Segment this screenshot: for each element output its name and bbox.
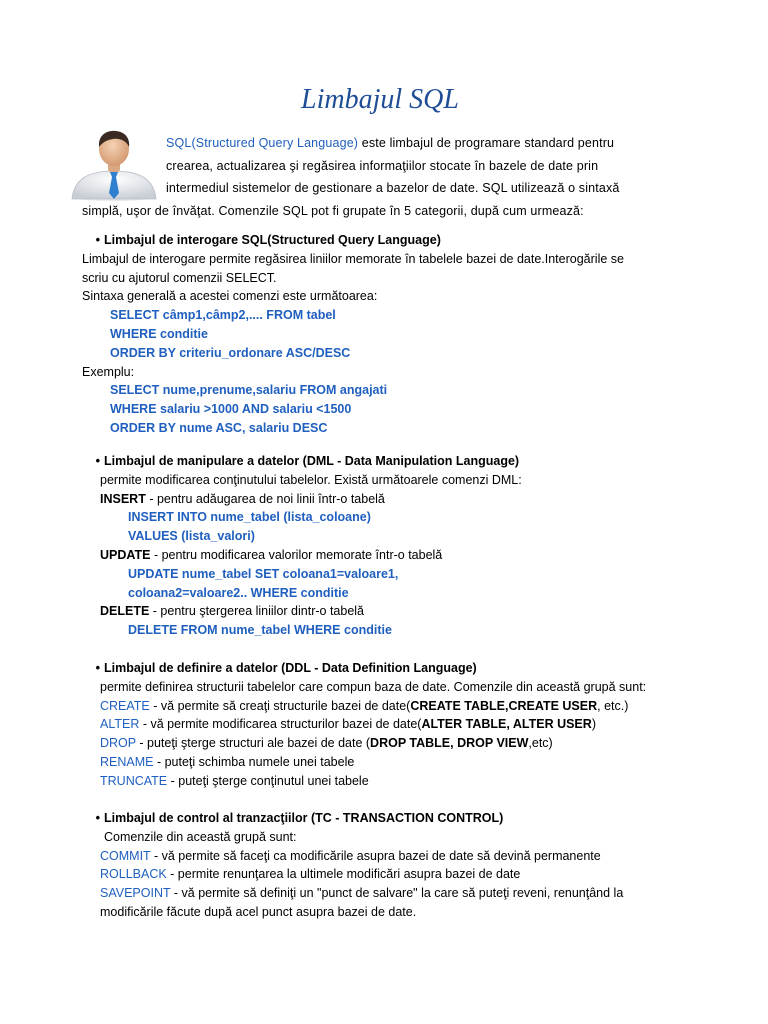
section-ddl: • Limbajul de definire a datelor (DDL - Data Definition Language) permite definirea structurii tabelelor care compun baza de date. Comenzile din această grupă sunt: CREATE - vă permite să creaţi structurile bazei de date(CREATE TABLE,CREATE USER, etc.) ALTER - vă permite modificarea structurilor bazei de date(ALTER TABLE, ALTER USER) DROP - puteţi şterge structuri ale bazei de date (DROP TABLE, DROP VIEW,etc) RENAME - puteţi schimba numele unei tabele TRUNCATE - puteţi şterge conţinutul unei tabele — [82, 659, 682, 791]
delete-description: DELETE - pentru ştergerea liniilor dintr-o tabelă — [100, 604, 365, 619]
drop-line: DROP - puteţi şterge structuri ale bazei de date (DROP TABLE, DROP VIEW,etc) — [100, 736, 553, 751]
code-line: coloana2=valoare2.. WHERE conditie — [128, 585, 349, 600]
example-label: Exemplu: — [82, 364, 135, 379]
insert-description: INSERT - pentru adăugarea de noi linii într-o tabelă — [100, 491, 385, 506]
intro-paragraph: SQL(Structured Query Language) este limbajul de programare standard pentru crearea, actualizarea şi regăsirea informaţiilor stocate în bazele de date prin intermediul sistemelor de gestionare a bazelor de date. SQL utilizează o sintaxă simplă, uşor de învăţat. Comenzile SQL pot fi grupate în 5 categorii, după cum urmează: — [82, 136, 620, 218]
bullet-heading: • Limbajul de definire a datelor (DDL - Data Definition Language) — [82, 659, 682, 678]
code-line: DELETE FROM nume_tabel WHERE conditie — [128, 623, 392, 638]
bullet-dot-icon: • — [95, 811, 100, 825]
example-line: ORDER BY nume ASC, salariu DESC — [110, 420, 328, 435]
page-title: Limbajul SQL — [301, 84, 459, 115]
truncate-line: TRUNCATE - puteţi şterge conţinutul unei tabele — [100, 773, 369, 788]
bullet-dot-icon: • — [95, 661, 100, 675]
code-line: VALUES (lista_valori) — [128, 529, 255, 544]
create-line: CREATE - vă permite să creaţi structurile bazei de date(CREATE TABLE,CREATE USER, etc.) — [100, 698, 629, 713]
bullet-heading: • Limbajul de interogare SQL(Structured Query Language) — [82, 231, 682, 250]
alter-line: ALTER - vă permite modificarea structurilor bazei de date(ALTER TABLE, ALTER USER) — [100, 717, 596, 732]
section-transaction-control: • Limbajul de control al tranzacţiilor (TC - TRANSACTION CONTROL) Comenzile din această grupă sunt: COMMIT - vă permite să faceţi ca modificările asupra bazei de date să devină permanente ROLLBACK - permite renunţarea la ultimele modificări asupra bazei de date SAVEPOINT - vă permite să definiţi un "punct de salvare" la care să puteţi reveni, renunţând la modificările făcute după acel punct asupra bazei de date. — [82, 809, 682, 922]
commit-line: COMMIT - vă permite să faceţi ca modificările asupra bazei de date să devină permanente — [100, 848, 601, 863]
bullet-dot-icon: • — [95, 454, 100, 468]
section-query-language: • Limbajul de interogare SQL(Structured Query Language) Limbajul de interogare permite regăsirea liniilor memorate în tabelele bazei de date.Interogările se scriu cu ajutorul comenzii SELECT. Sintaxa generală a acestei comenzi este următoarea: SELECT câmp1,câmp2,.... FROM tabel WHERE conditie ORDER BY criteriu_ordonare ASC/DESC Exemplu: SELECT nume,prenume,salariu FROM angajati WHERE salariu >1000 AND salariu <1500 ORDER BY nume ASC, salariu DESC — [82, 231, 682, 438]
savepoint-line: SAVEPOINT - vă permite să definiţi un "punct de salvare" la care să puteţi reveni, renunţând la — [100, 886, 624, 901]
syntax-line: SELECT câmp1,câmp2,.... FROM tabel — [110, 308, 336, 323]
update-description: UPDATE - pentru modificarea valorilor memorate într-o tabelă — [100, 547, 443, 562]
bullet-heading: • Limbajul de control al tranzacţiilor (TC - TRANSACTION CONTROL) — [82, 809, 682, 828]
example-line: SELECT nume,prenume,salariu FROM angajati — [110, 383, 388, 398]
rename-line: RENAME - puteţi schimba numele unei tabele — [100, 754, 355, 769]
syntax-line: WHERE conditie — [110, 326, 208, 341]
rollback-line: ROLLBACK - permite renunţarea la ultimele modificări asupra bazei de date — [100, 867, 521, 882]
section-dml: • Limbajul de manipulare a datelor (DML - Data Manipulation Language) permite modificarea conţinutului tabelelor. Există următoarele comenzi DML: INSERT - pentru adăugarea de noi linii într-o tabelă INSERT INTO nume_tabel (lista_coloane) VALUES (lista_valori) UPDATE - pentru modificarea valorilor memorate într-o tabelă UPDATE nume_tabel SET coloana1=valoare1, coloana2=valoare2.. WHERE conditie DELETE - pentru ştergerea liniilor dintr-o tabelă DELETE FROM nume_tabel WHERE conditie — [82, 452, 682, 640]
code-line: INSERT INTO nume_tabel (lista_coloane) — [128, 510, 371, 525]
bullet-heading: • Limbajul de manipulare a datelor (DML - Data Manipulation Language) — [82, 452, 682, 471]
code-line: UPDATE nume_tabel SET coloana1=valoare1, — [128, 566, 399, 581]
example-line: WHERE salariu >1000 AND salariu <1500 — [110, 402, 352, 417]
syntax-line: ORDER BY criteriu_ordonare ASC/DESC — [110, 345, 351, 360]
bullet-dot-icon: • — [95, 233, 100, 247]
sql-term: SQL(Structured Query Language) — [166, 136, 359, 150]
